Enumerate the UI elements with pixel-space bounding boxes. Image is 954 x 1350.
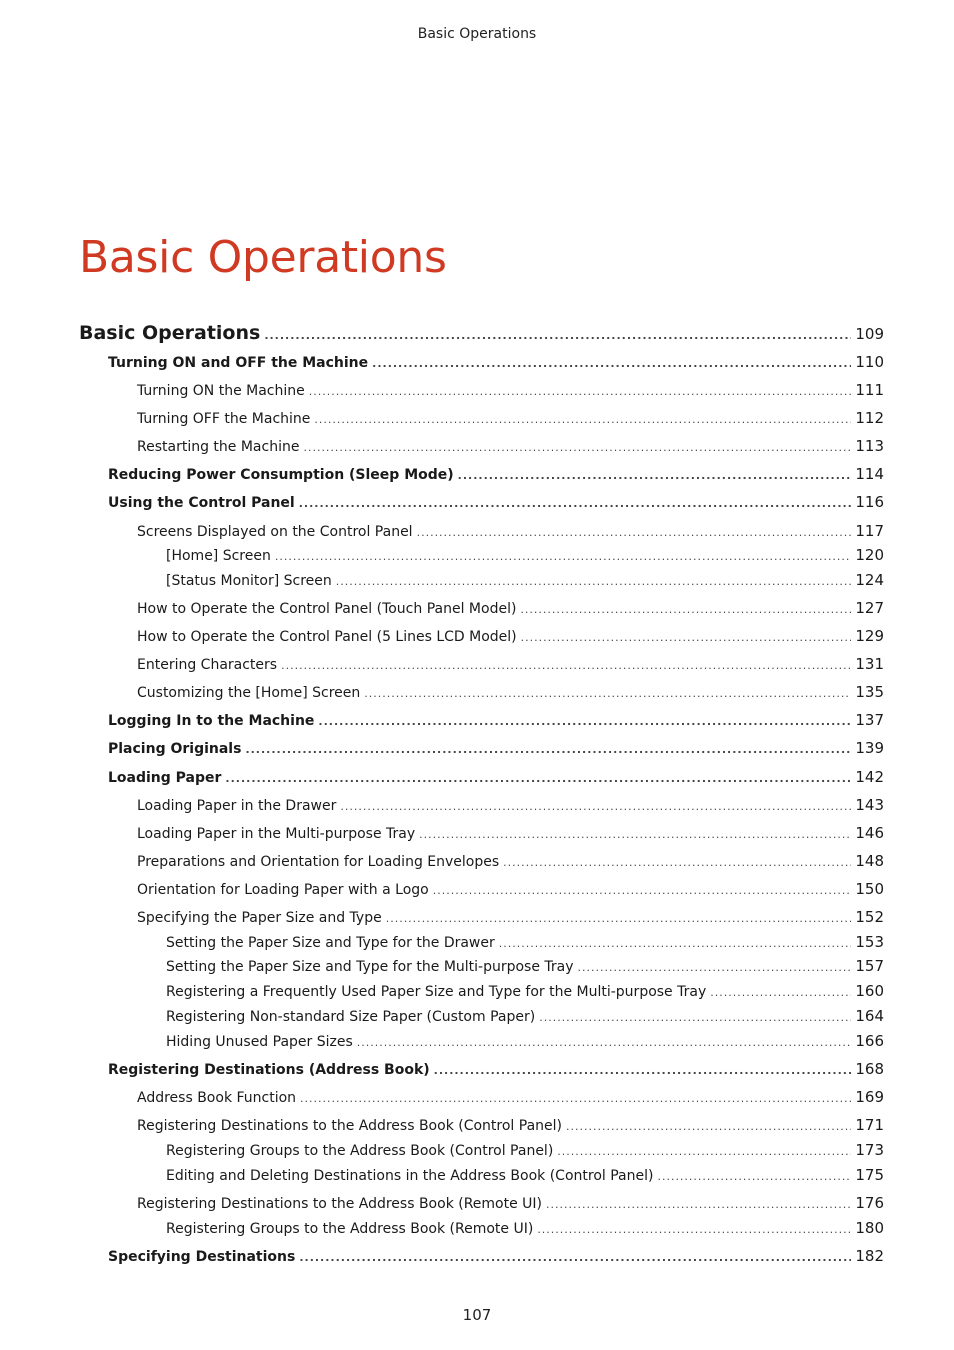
toc-entry-page: 117 [855, 522, 884, 540]
toc-entry[interactable] [137, 1194, 884, 1212]
toc-entry-label: [Status Monitor] Screen [166, 573, 332, 589]
toc-entry-label: Preparations and Orientation for Loading Envelopes [137, 854, 500, 870]
toc-entry-page: 150 [855, 880, 884, 898]
toc-entry[interactable] [137, 437, 884, 455]
dot-leader [372, 357, 851, 370]
dot-leader [578, 961, 852, 974]
toc-entry-page: 137 [855, 711, 884, 729]
toc-entry[interactable] [137, 381, 884, 399]
dot-leader [539, 1011, 851, 1024]
toc-entry-page: 148 [855, 852, 884, 870]
toc-entry[interactable] [137, 880, 884, 898]
dot-leader [225, 772, 851, 785]
dot-leader [458, 469, 852, 482]
dot-leader [314, 413, 851, 426]
dot-leader [281, 659, 851, 672]
toc-entry[interactable] [108, 1247, 884, 1265]
toc-entry[interactable] [166, 933, 884, 951]
toc-entry-label: Specifying Destinations [108, 1249, 296, 1265]
toc-entry-label: Using the Control Panel [108, 495, 295, 511]
toc-entry-page: 153 [855, 933, 884, 951]
toc-entry-page: 160 [855, 982, 884, 1000]
dot-leader [340, 800, 851, 813]
toc-entry-page: 139 [855, 739, 884, 757]
toc-entry[interactable] [137, 1088, 884, 1106]
running-header: Basic Operations [417, 26, 537, 42]
toc-entry-label: Registering Non-standard Size Paper (Custom Paper) [166, 1009, 536, 1025]
toc-entry[interactable] [166, 1166, 884, 1184]
toc-entry[interactable] [137, 655, 884, 673]
dot-leader [264, 329, 851, 342]
toc-entry[interactable] [137, 852, 884, 870]
toc-entry[interactable] [108, 739, 884, 757]
dot-leader [318, 715, 851, 728]
toc-entry-label: Reducing Power Consumption (Sleep Mode) [108, 467, 454, 483]
toc-entry-page: 176 [855, 1194, 884, 1212]
dot-leader [309, 385, 852, 398]
toc-entry-page: 152 [855, 908, 884, 926]
toc-entry-page: 166 [855, 1032, 884, 1050]
toc-entry-page: 175 [855, 1166, 884, 1184]
toc-entry-label: Restarting the Machine [137, 439, 300, 455]
dot-leader [434, 1064, 852, 1077]
toc-entry-page: 111 [855, 381, 884, 399]
dot-leader [357, 1036, 852, 1049]
dot-leader [245, 743, 851, 756]
page-number: 107 [462, 1306, 492, 1324]
toc-entry[interactable] [137, 599, 884, 617]
toc-entry-page: 114 [855, 465, 884, 483]
toc-entry[interactable] [166, 982, 884, 1000]
dot-leader [503, 856, 851, 869]
dot-leader [299, 1251, 851, 1264]
dot-leader [433, 884, 852, 897]
toc-entry-page: 171 [855, 1116, 884, 1134]
toc-entry-label: Hiding Unused Paper Sizes [166, 1034, 353, 1050]
toc-entry-label: Basic Operations [79, 322, 261, 344]
toc-entry-page: 169 [855, 1088, 884, 1106]
toc-entry-page: 135 [855, 683, 884, 701]
toc-entry-page: 131 [855, 655, 884, 673]
toc-entry[interactable] [108, 493, 884, 511]
dot-leader [710, 986, 851, 999]
toc-entry[interactable] [79, 322, 884, 344]
toc-entry[interactable] [137, 522, 884, 540]
toc-entry-page: 168 [855, 1060, 884, 1078]
chapter-title: Basic Operations [79, 232, 447, 283]
toc-entry[interactable] [137, 908, 884, 926]
toc-entry[interactable] [137, 824, 884, 842]
toc-entry-page: 127 [855, 599, 884, 617]
toc-entry-label: Loading Paper in the Multi-purpose Tray [137, 826, 416, 842]
toc-entry-page: 157 [855, 957, 884, 975]
toc-entry[interactable] [137, 409, 884, 427]
toc-entry-label: Screens Displayed on the Control Panel [137, 524, 413, 540]
toc-entry-page: 182 [855, 1247, 884, 1265]
toc-entry-page: 143 [855, 796, 884, 814]
toc-entry[interactable] [166, 1032, 884, 1050]
toc-entry-page: 142 [855, 768, 884, 786]
toc-entry-label: Setting the Paper Size and Type for the Drawer [166, 935, 495, 951]
dot-leader [657, 1170, 851, 1183]
toc-entry-label: Loading Paper [108, 770, 222, 786]
toc-entry-label: Turning OFF the Machine [137, 411, 311, 427]
toc-entry[interactable] [137, 683, 884, 701]
toc-entry-label: Turning ON the Machine [137, 383, 305, 399]
toc-entry-page: 173 [855, 1141, 884, 1159]
toc-entry-page: 146 [855, 824, 884, 842]
toc-entry-label: Setting the Paper Size and Type for the Multi-purpose Tray [166, 959, 574, 975]
toc-entry[interactable] [108, 465, 884, 483]
toc-entry-label: Loading Paper in the Drawer [137, 798, 337, 814]
toc-entry-label: Registering Destinations to the Address Book (Control Panel) [137, 1118, 562, 1134]
toc-entry[interactable] [166, 1219, 884, 1237]
toc-entry[interactable] [137, 1116, 884, 1134]
toc-entry-label: Editing and Deleting Destinations in the Address Book (Control Panel) [166, 1168, 654, 1184]
toc-entry-page: 164 [855, 1007, 884, 1025]
dot-leader [300, 1092, 851, 1105]
toc-entry[interactable] [108, 768, 884, 786]
dot-leader [537, 1223, 851, 1236]
toc-entry-page: 180 [855, 1219, 884, 1237]
dot-leader [417, 526, 852, 539]
toc-entry-label: Placing Originals [108, 741, 242, 757]
toc-entry-page: 109 [855, 325, 884, 343]
dot-leader [419, 828, 851, 841]
toc-entry-label: Logging In to the Machine [108, 713, 315, 729]
toc-entry-page: 113 [855, 437, 884, 455]
toc-entry-label: Registering a Frequently Used Paper Size and Type for the Multi-purpose Tray [166, 984, 707, 1000]
dot-leader [275, 550, 852, 563]
dot-leader [386, 912, 852, 925]
toc-entry-page: 110 [855, 353, 884, 371]
dot-leader [299, 497, 852, 510]
dot-leader [521, 631, 852, 644]
dot-leader [546, 1198, 851, 1211]
toc-entry[interactable] [166, 957, 884, 975]
dot-leader [336, 575, 852, 588]
dot-leader [499, 937, 852, 950]
toc-entry-label: Registering Groups to the Address Book (Control Panel) [166, 1143, 554, 1159]
toc-entry-label: How to Operate the Control Panel (Touch Panel Model) [137, 601, 517, 617]
toc-entry-page: 120 [855, 546, 884, 564]
toc-entry-label: Specifying the Paper Size and Type [137, 910, 382, 926]
toc-entry-label: Entering Characters [137, 657, 278, 673]
toc-entry-label: Turning ON and OFF the Machine [108, 355, 369, 371]
toc-entry-label: [Home] Screen [166, 548, 271, 564]
toc-entry-page: 112 [855, 409, 884, 427]
toc-entry-page: 124 [855, 571, 884, 589]
toc-entry-label: Registering Destinations to the Address Book (Remote UI) [137, 1196, 543, 1212]
toc-entry[interactable] [166, 1007, 884, 1025]
toc-entry-label: Registering Groups to the Address Book (Remote UI) [166, 1221, 534, 1237]
toc-entry-label: Orientation for Loading Paper with a Logo [137, 882, 429, 898]
toc-entry-label: Registering Destinations (Address Book) [108, 1062, 430, 1078]
toc-entry[interactable] [137, 627, 884, 645]
toc-entry[interactable] [166, 1141, 884, 1159]
toc-entry[interactable] [108, 353, 884, 371]
dot-leader [364, 687, 851, 700]
dot-leader [566, 1120, 851, 1133]
toc-entry-page: 116 [855, 493, 884, 511]
toc-entry-label: Address Book Function [137, 1090, 297, 1106]
dot-leader [303, 441, 851, 454]
toc-entry[interactable] [137, 796, 884, 814]
toc-entry-label: How to Operate the Control Panel (5 Lines LCD Model) [137, 629, 517, 645]
toc-entry[interactable] [108, 1060, 884, 1078]
dot-leader [520, 603, 851, 616]
dot-leader [557, 1145, 851, 1158]
toc-entry-label: Customizing the [Home] Screen [137, 685, 361, 701]
toc-entry-page: 129 [855, 627, 884, 645]
toc-entry[interactable] [108, 711, 884, 729]
toc-entry[interactable] [166, 571, 884, 589]
toc-entry[interactable] [166, 546, 884, 564]
